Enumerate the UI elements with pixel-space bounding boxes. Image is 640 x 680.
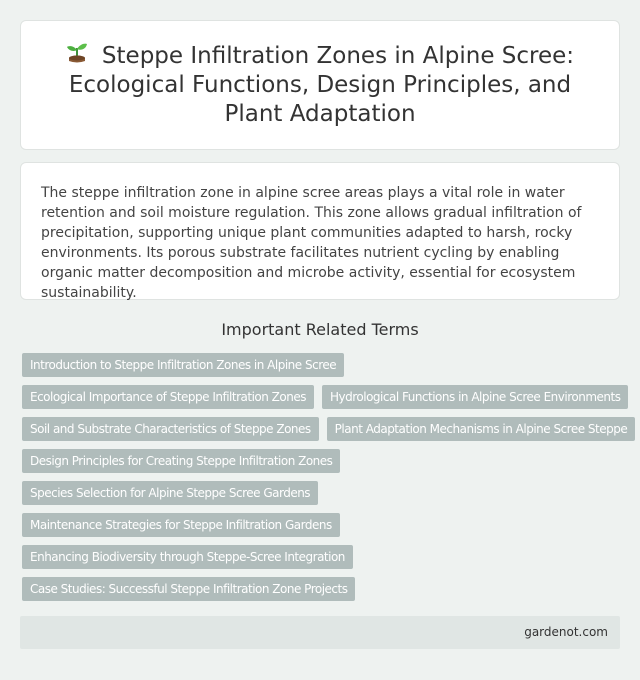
title-text: Steppe Infiltration Zones in Alpine Scree: Ecological Functions, Design Principles, and Plant Adaptation bbox=[68, 42, 575, 127]
related-term-tag[interactable]: Hydrological Functions in Alpine Scree Environments bbox=[322, 385, 628, 409]
related-term-tag[interactable]: Plant Adaptation Mechanisms in Alpine Scree Steppe bbox=[327, 417, 636, 441]
related-term-tag[interactable]: Maintenance Strategies for Steppe Infiltration Gardens bbox=[22, 513, 340, 537]
footer bbox=[20, 616, 620, 649]
related-term-tag[interactable]: Ecological Importance of Steppe Infiltration Zones bbox=[22, 385, 314, 409]
tag-row bbox=[22, 577, 622, 601]
related-term-tag[interactable]: Case Studies: Successful Steppe Infiltration Zone Projects bbox=[22, 577, 355, 601]
related-term-tag[interactable]: Species Selection for Alpine Steppe Scree Gardens bbox=[22, 481, 318, 505]
tag-row bbox=[22, 481, 622, 505]
related-term-tag[interactable]: Enhancing Biodiversity through Steppe-Scree Integration bbox=[22, 545, 353, 569]
related-terms-list bbox=[22, 353, 628, 609]
tag-row bbox=[22, 513, 622, 537]
intro-card bbox=[20, 162, 620, 300]
page-title bbox=[45, 42, 595, 129]
intro-paragraph: The steppe infiltration zone in alpine scree areas plays a vital role in water retention and soil moisture regulation. This zone allows gradual infiltration of precipitation, supporting unique plant communities adapted to harsh, rocky environments. Its porous substrate facilitates nutrient cycling by enabling organic matter decomposition and microbe activity, essential for ecosystem sustainability. bbox=[41, 185, 582, 301]
tag-row bbox=[22, 417, 628, 441]
tag-row bbox=[22, 353, 622, 377]
tag-row bbox=[22, 545, 622, 569]
related-term-tag[interactable]: Soil and Substrate Characteristics of Steppe Zones bbox=[22, 417, 319, 441]
sprout-icon bbox=[66, 42, 88, 66]
title-card bbox=[20, 20, 620, 150]
related-terms-heading: Important Related Terms bbox=[221, 320, 419, 339]
tag-row bbox=[22, 385, 622, 409]
tag-row bbox=[22, 449, 622, 473]
related-term-tag[interactable]: Design Principles for Creating Steppe Infiltration Zones bbox=[22, 449, 340, 473]
footer-site-link[interactable]: gardenot.com bbox=[524, 625, 608, 639]
related-term-tag[interactable]: Introduction to Steppe Infiltration Zones in Alpine Scree bbox=[22, 353, 344, 377]
